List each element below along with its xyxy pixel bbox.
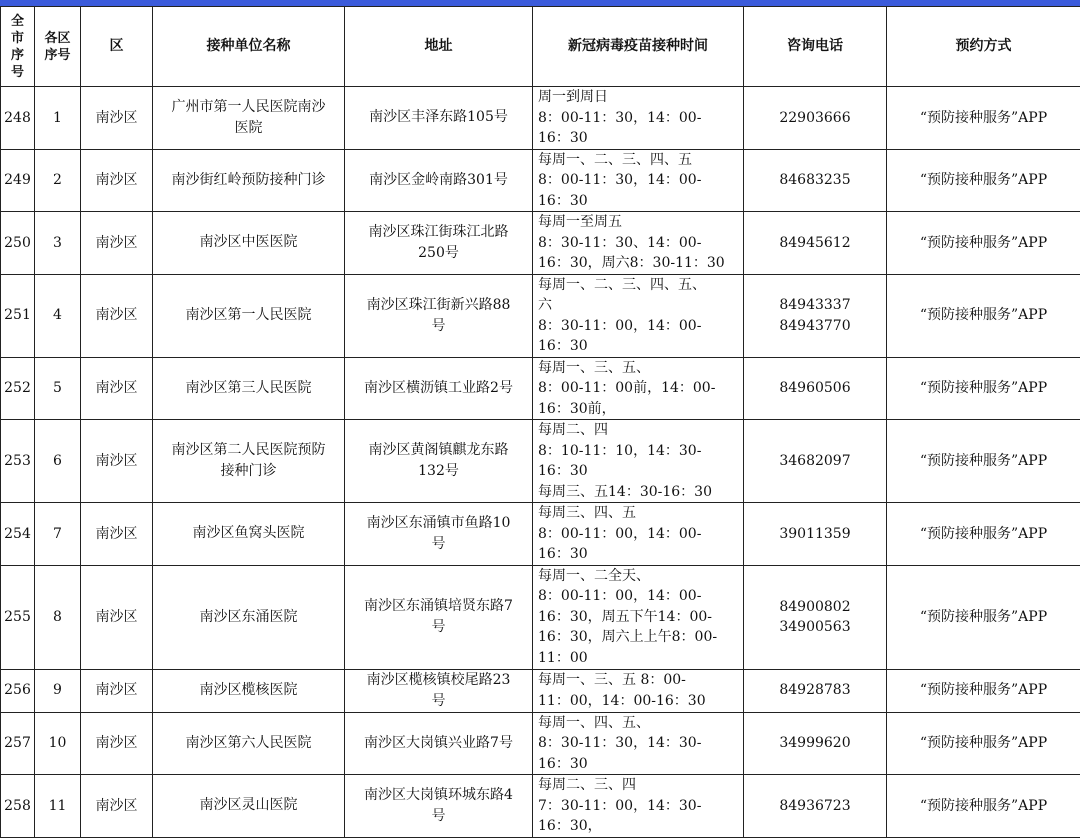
unit-name-line: 南沙区第一人民医院: [156, 305, 341, 326]
table-row: [1, 565, 1080, 669]
cell-unit-name: [153, 503, 345, 566]
phone-line: 34682097: [747, 451, 883, 472]
header-phone: 咨询电话: [744, 7, 887, 87]
time-line: 周一到周日: [538, 87, 740, 108]
time-line: 11：00，14：00-16：30: [538, 691, 740, 712]
cell-address: [345, 212, 533, 275]
time-line: 每周一、二全天、: [538, 566, 740, 587]
phone-line: 39011359: [747, 524, 883, 545]
cell-address: [345, 712, 533, 775]
cell-address: [345, 503, 533, 566]
time-line: 8：00-11：00，14：00-: [538, 524, 740, 545]
time-line: 8：00-11：30，14：00-: [538, 108, 740, 129]
cell-vaccination-time: [533, 669, 744, 712]
address-line: 号: [348, 691, 529, 712]
cell-district-no: 11: [35, 775, 81, 838]
address-line: 250号: [348, 243, 529, 264]
cell-district: 南沙区: [81, 775, 153, 838]
header-district-no: 各区 序号: [35, 7, 81, 87]
cell-unit-name: [153, 420, 345, 503]
address-line: 南沙区大岗镇环城东路4: [348, 785, 529, 806]
cell-address: [345, 149, 533, 212]
header-district: 区: [81, 7, 153, 87]
cell-global-no: 253: [1, 420, 35, 503]
time-line: 8：30-11：30、14：00-: [538, 233, 740, 254]
cell-phone: [744, 712, 887, 775]
address-line: 南沙区大岗镇兴业路7号: [348, 733, 529, 754]
table-row: [1, 712, 1080, 775]
cell-district: 南沙区: [81, 503, 153, 566]
cell-global-no: 251: [1, 274, 35, 357]
time-line: 16：30: [538, 191, 740, 212]
cell-booking: “预防接种服务”APP: [887, 669, 1080, 712]
cell-unit-name: [153, 212, 345, 275]
cell-unit-name: [153, 274, 345, 357]
time-line: 每周一、三、五 8：00-: [538, 670, 740, 691]
address-line: 南沙区横沥镇工业路2号: [348, 378, 529, 399]
cell-vaccination-time: [533, 149, 744, 212]
time-line: 16：30: [538, 128, 740, 149]
address-line: 号: [348, 316, 529, 337]
address-line: 号: [348, 806, 529, 827]
cell-vaccination-time: [533, 420, 744, 503]
address-line: 南沙区榄核镇校尾路23: [348, 670, 529, 691]
time-line: 16：30，: [538, 816, 740, 837]
time-line: 8：00-11：30，14：00-: [538, 170, 740, 191]
unit-name-line: 南沙区东涌医院: [156, 607, 341, 628]
cell-vaccination-time: [533, 565, 744, 669]
unit-name-line: 南沙街红岭预防接种门诊: [156, 170, 341, 191]
cell-unit-name: [153, 565, 345, 669]
unit-name-line: 南沙区第二人民医院预防: [156, 440, 341, 461]
cell-unit-name: [153, 775, 345, 838]
cell-district-no: 8: [35, 565, 81, 669]
cell-unit-name: [153, 669, 345, 712]
cell-vaccination-time: [533, 274, 744, 357]
header-address: 地址: [345, 7, 533, 87]
cell-vaccination-time: [533, 503, 744, 566]
cell-unit-name: [153, 712, 345, 775]
header-vaccination-time: 新冠病毒疫苗接种时间: [533, 7, 744, 87]
unit-name-line: 南沙区中医医院: [156, 232, 341, 253]
cell-district-no: 10: [35, 712, 81, 775]
cell-address: [345, 775, 533, 838]
table-header-row: [1, 7, 1080, 87]
time-line: 8：00-11：00，14：00-: [538, 586, 740, 607]
time-line: 每周一、二、三、四、五、: [538, 275, 740, 296]
table-row: [1, 274, 1080, 357]
table-row: [1, 357, 1080, 420]
cell-district-no: 2: [35, 149, 81, 212]
time-line: 16：30前，: [538, 399, 740, 420]
cell-address: [345, 357, 533, 420]
cell-global-no: 250: [1, 212, 35, 275]
cell-district-no: 7: [35, 503, 81, 566]
cell-district: 南沙区: [81, 669, 153, 712]
cell-district-no: 9: [35, 669, 81, 712]
time-line: 六: [538, 295, 740, 316]
cell-phone: [744, 775, 887, 838]
address-line: 南沙区黄阁镇麒龙东路: [348, 440, 529, 461]
cell-booking: “预防接种服务”APP: [887, 87, 1080, 150]
phone-line: 84943337: [747, 295, 883, 316]
header-unit-name: 接种单位名称: [153, 7, 345, 87]
phone-line: 84928783: [747, 680, 883, 701]
cell-address: [345, 274, 533, 357]
cell-global-no: 257: [1, 712, 35, 775]
cell-address: [345, 565, 533, 669]
cell-phone: [744, 357, 887, 420]
address-line: 号: [348, 534, 529, 555]
time-line: 每周一、四、五、: [538, 713, 740, 734]
cell-phone: [744, 87, 887, 150]
time-line: 16：30，周六8：30-11：30: [538, 253, 740, 274]
time-line: 每周三、四、五: [538, 503, 740, 524]
table-row: [1, 212, 1080, 275]
phone-line: 84945612: [747, 233, 883, 254]
cell-booking: “预防接种服务”APP: [887, 565, 1080, 669]
time-line: 每周一、三、五、: [538, 358, 740, 379]
cell-address: [345, 420, 533, 503]
cell-district: 南沙区: [81, 565, 153, 669]
cell-district-no: 4: [35, 274, 81, 357]
cell-booking: “预防接种服务”APP: [887, 503, 1080, 566]
cell-phone: [744, 212, 887, 275]
time-line: 8：30-11：30，14：30-: [538, 733, 740, 754]
phone-line: 34999620: [747, 733, 883, 754]
time-line: 11：00: [538, 648, 740, 669]
cell-district: 南沙区: [81, 149, 153, 212]
unit-name-line: 接种门诊: [156, 461, 341, 482]
table-row: [1, 775, 1080, 838]
cell-phone: [744, 149, 887, 212]
cell-booking: “预防接种服务”APP: [887, 712, 1080, 775]
phone-line: 34900563: [747, 617, 883, 638]
phone-line: 84943770: [747, 316, 883, 337]
time-line: 16：30: [538, 754, 740, 775]
time-line: 每周三、五14：30-16：30: [538, 482, 740, 503]
cell-unit-name: [153, 357, 345, 420]
cell-unit-name: [153, 149, 345, 212]
table-row: [1, 503, 1080, 566]
address-line: 南沙区金岭南路301号: [348, 170, 529, 191]
time-line: 8：00-11：00前，14：00-: [538, 378, 740, 399]
cell-phone: [744, 565, 887, 669]
address-line: 南沙区珠江街新兴路88: [348, 295, 529, 316]
cell-vaccination-time: [533, 775, 744, 838]
cell-unit-name: [153, 87, 345, 150]
cell-global-no: 255: [1, 565, 35, 669]
cell-district: 南沙区: [81, 212, 153, 275]
phone-line: 84900802: [747, 597, 883, 618]
cell-booking: “预防接种服务”APP: [887, 775, 1080, 838]
time-line: 每周二、三、四: [538, 775, 740, 796]
cell-district-no: 5: [35, 357, 81, 420]
cell-district: 南沙区: [81, 420, 153, 503]
cell-global-no: 252: [1, 357, 35, 420]
cell-global-no: 249: [1, 149, 35, 212]
unit-name-line: 南沙区第六人民医院: [156, 733, 341, 754]
cell-global-no: 254: [1, 503, 35, 566]
cell-booking: “预防接种服务”APP: [887, 149, 1080, 212]
time-line: 16：30，周六上上午8：00-: [538, 627, 740, 648]
time-line: 8：30-11：00，14：00-: [538, 316, 740, 337]
address-line: 南沙区东涌镇培贤东路7: [348, 596, 529, 617]
table-row: [1, 87, 1080, 150]
table-row: [1, 420, 1080, 503]
cell-district-no: 3: [35, 212, 81, 275]
phone-line: 84960506: [747, 378, 883, 399]
cell-booking: “预防接种服务”APP: [887, 212, 1080, 275]
vaccination-sites-table: [0, 6, 1080, 838]
cell-district: 南沙区: [81, 274, 153, 357]
cell-booking: “预防接种服务”APP: [887, 420, 1080, 503]
address-line: 132号: [348, 461, 529, 482]
unit-name-line: 广州市第一人民医院南沙: [156, 97, 341, 118]
header-global-no: 全 市 序 号: [1, 7, 35, 87]
unit-name-line: 南沙区鱼窝头医院: [156, 523, 341, 544]
cell-booking: “预防接种服务”APP: [887, 357, 1080, 420]
cell-district: 南沙区: [81, 712, 153, 775]
time-line: 每周二、四: [538, 420, 740, 441]
phone-line: 22903666: [747, 108, 883, 129]
cell-district: 南沙区: [81, 357, 153, 420]
cell-address: [345, 87, 533, 150]
unit-name-line: 南沙区灵山医院: [156, 795, 341, 816]
cell-vaccination-time: [533, 87, 744, 150]
time-line: 16：30: [538, 544, 740, 565]
cell-phone: [744, 503, 887, 566]
table-row: [1, 149, 1080, 212]
time-line: 7：30-11：00，14：30-: [538, 796, 740, 817]
cell-address: [345, 669, 533, 712]
time-line: 16：30，周五下午14：00-: [538, 607, 740, 628]
phone-line: 84683235: [747, 170, 883, 191]
unit-name-line: 医院: [156, 118, 341, 139]
address-line: 南沙区东涌镇市鱼路10: [348, 513, 529, 534]
cell-vaccination-time: [533, 357, 744, 420]
cell-global-no: 248: [1, 87, 35, 150]
phone-line: 84936723: [747, 796, 883, 817]
time-line: 8：10-11：10，14：30-: [538, 441, 740, 462]
cell-vaccination-time: [533, 712, 744, 775]
time-line: 每周一至周五: [538, 212, 740, 233]
cell-phone: [744, 420, 887, 503]
cell-vaccination-time: [533, 212, 744, 275]
time-line: 16：30: [538, 336, 740, 357]
unit-name-line: 南沙区第三人民医院: [156, 378, 341, 399]
time-line: 16：30: [538, 461, 740, 482]
address-line: 南沙区丰泽东路105号: [348, 107, 529, 128]
cell-phone: [744, 669, 887, 712]
header-booking: 预约方式: [887, 7, 1080, 87]
address-line: 南沙区珠江街珠江北路: [348, 222, 529, 243]
cell-district-no: 1: [35, 87, 81, 150]
cell-global-no: 256: [1, 669, 35, 712]
cell-district: 南沙区: [81, 87, 153, 150]
cell-district-no: 6: [35, 420, 81, 503]
cell-global-no: 258: [1, 775, 35, 838]
address-line: 号: [348, 617, 529, 638]
time-line: 每周一、二、三、四、五: [538, 150, 740, 171]
unit-name-line: 南沙区榄核医院: [156, 680, 341, 701]
cell-phone: [744, 274, 887, 357]
table-row: [1, 669, 1080, 712]
cell-booking: “预防接种服务”APP: [887, 274, 1080, 357]
